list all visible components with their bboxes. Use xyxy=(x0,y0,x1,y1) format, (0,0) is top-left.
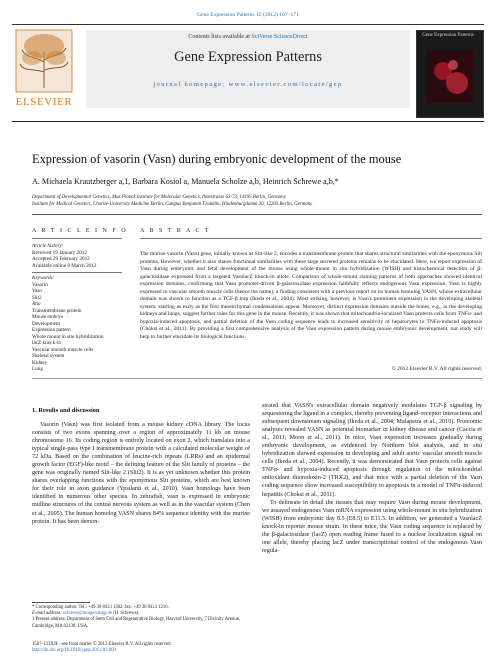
keyword: Development xyxy=(32,320,60,327)
history-label: Article history: xyxy=(32,243,64,249)
keyword: Vasn xyxy=(32,288,42,294)
header-bottom-rule xyxy=(12,121,484,122)
cover-artwork xyxy=(417,31,483,117)
body-paragraph: Vasorin (Vasn) was first isolated from a mouse kidney cDNA library. The locus consists of two exons spanning over a region of approximately 11 kb on mouse chromosome 16. Its coding region is entirely located on exon 2, which translates into a typical single-pass type I transmembrane protein with a calculated molecular weight of 72 kDa. Based on the combination of leucine-rich repeats (LRRs) and an epidermal growth factor (EGF)-like motif – the defining feature of the Slit family of proteins – the gene was originally named Slit-like 2 (Slit2). It is as yet unknown whether this protein shares overlapping functions with the eponymous Slit proteins, which are best known for their role in axon guidance (Ypsilanti et al., 2010). Vasn homologs have been identified in numerous other species. In zebrafish, vasn is expressed in embryonic midline structures of the central nervous system as well as in the vascular system (Chen et al., 2005). The human homolog VASN shares 84% sequence identity with the murine protein. It has been demon- xyxy=(32,422,250,525)
journal-cover-thumbnail xyxy=(416,30,484,118)
elsevier-logo xyxy=(12,28,76,112)
sciverse-link[interactable]: SciVerse ScienceDirect xyxy=(251,34,308,40)
keyword: Expression pattern xyxy=(32,327,71,333)
keyword: Whole mount in situ hybridization xyxy=(32,333,104,340)
article-history xyxy=(32,243,132,269)
abstract-rule xyxy=(140,238,482,239)
affiliation-b: Institute for Medical Genetics, Charité-University Medicine Berlin, Campus Benjamin Franklin, Hindenburgdamm 30, 12203 Berlin, Germany xyxy=(32,202,313,207)
footnotes xyxy=(32,605,250,630)
accepted-date: Accepted 29 February 2012 xyxy=(32,256,90,262)
copyright-notice: © 2012 Elsevier B.V. All rights reserved. xyxy=(391,366,482,372)
body-right-column xyxy=(262,402,482,555)
keyword: Mouse embryo xyxy=(32,314,64,320)
keyword: Kidney xyxy=(32,359,48,366)
email-label: E-mail address: xyxy=(32,611,64,617)
keyword: Skeletal system xyxy=(32,353,65,359)
keyword: lacZ knock-in xyxy=(32,340,61,346)
present-address-note: 1 Present address: Department of Stem Cell and Regenerative Biology, Harvard University, 7 Divinity Avenue, Cambridge, MA 02138, USA. xyxy=(32,617,240,629)
abstract-heading: A B S T R A C T xyxy=(140,228,211,234)
doi-link[interactable]: http://dx.doi.org/10.1016/j.gep.2012.02.003 xyxy=(32,648,116,654)
contents-prefix: Contents lists available at xyxy=(188,34,252,40)
abstract-text: The murine vasorin (Vasn) gene, initially known as Slit-like 2, encodes a transmembrane protein that shares structural similarities with the eponymous Slit proteins. However, whether it also shares functional similarities with these large secreted proteins remains to be elucidated. Here, we report expression of Vasn during embryonic and fetal development of the mouse using whole-mount in situ hybridization (WISH) and histochemical detection of β-galactosidase expressed from a targeted VasnlacZ knock-in allele. Comparison of whole-mount staining patterns of both approaches showed identical expression domains, confirming that Vasn promoter-driven β-galactosidase expression faithfully reflects endogenous Vasn expression. Vasn is highly expressed in vascular smooth muscle cells (hence the name), a finding consistent with a previous report on its human homolog VASN, whose extracellular domain was shown to function as a TGF-β trap (Ikeda et al., 2004). Most striking, however, is Vasn's prominent expression in the developing skeletal system, starting as early as the first mesenchymal condensations appear. Moreover, distinct expression domains outside the bones, e.g., in the developing kidneys and lungs, suggest further roles for this gene in the mouse. Recently, it was shown that mitochondria-localized Vasn protects cells from TNFα- and hypoxia-induced apoptosis, and partial deletion of the Vasn coding sequence leads to increased sensitivity of hepatocytes to TNFα-induced apoptosis (Choksi et al., 2011). By providing a first comprehensive analysis of the Vasn expression pattern during mouse embryonic development, our study will help to further elucidate its biological functions. xyxy=(140,251,482,340)
abstract-bottom-rule xyxy=(32,378,482,379)
journal-homepage-link[interactable]: journal homepage: www.elsevier.com/locate/gep xyxy=(153,81,343,88)
article-info-heading: A R T I C L E I N F O xyxy=(32,228,128,234)
footnote-rule xyxy=(32,602,90,603)
article-title: Expression of vasorin (Vasn) during embryonic development of the mouse xyxy=(32,152,402,166)
issn-line: 1567-133X/$ - see front matter © 2012 Elsevier B.V. All rights reserved. xyxy=(32,642,172,647)
journal-header-panel xyxy=(86,30,410,108)
elsevier-logo-text: ELSEVIER xyxy=(15,96,73,108)
body-paragraph: To delineate in detail the tissues that may require Vasn during mouse development, we assayed endogenous Vasn mRNA expression using whole-mount in situ hybridization (WISH) from embryonic day 8.5 (E8.5) to E11.5. In addition, we generated a VasnlacZ knock-in reporter mouse strain. In these mice, the Vasn coding sequence is replaced by the β-galactosidase (lacZ) open reading frame fused to a nuclear localization signal on one allele, thereby placing lacZ under transcriptional control of the endogenous Vasn regula- xyxy=(262,499,482,554)
keyword: Transmembrane protein xyxy=(32,307,82,314)
affiliation-a: Department of Developmental Genetics, Max Planck Institute for Molecular Genetics, Ihnestrasse 63-73, 14195 Berlin, Germany xyxy=(32,195,286,200)
online-date: Available online 8 March 2012 xyxy=(32,262,97,269)
journal-citation-line[interactable]: Gene Expression Patterns 12 (2012) 167–171 xyxy=(197,12,299,18)
email-suffix: (H. Schrewe). xyxy=(111,611,140,617)
section-title: 1. Results and discussion xyxy=(32,407,100,414)
journal-title: Gene Expression Patterns xyxy=(174,49,322,65)
keywords-rule xyxy=(32,272,122,273)
keyword: Slit2 xyxy=(32,294,42,301)
keywords-label: Keywords: xyxy=(32,275,55,281)
keyword: Lung xyxy=(32,366,43,372)
keyword: Atia xyxy=(32,301,41,307)
author-list: A. Michaela Krautzberger a,1, Barbara Kosiol a, Manuela Scholze a,b, Heinrich Schrewe a,b,* xyxy=(32,177,339,186)
body-paragraph: strated that VASN's extracellular domain negatively modulates TGF-β signaling by sequestering the ligand in a complex, thereby preventing ligand–receptor interactions and subsequent downstream signaling (Ikeda et al., 2004; Malapeira et al., 2010). Proteomic analyses revealed VASN as potential biomarker in kidney disease and cancer (Caccia et al., 2011; Moon et al., 2011). In mice, Vasn expression increases gradually during embryonic development, as evidenced by Northern blot analysis, and in situ hybridization showed expression in developing and adult aortic vascular smooth muscle cells (Ikeda et al., 2004). Recently, it was demonstrated that Vasn protects cells against TNFα- and hypoxia-induced apoptosis through regulation of the mitochondrial antioxidant thioredoxin-2 (TRX2), and that mice with a partial deletion of the Vasn coding sequence show increased susceptibility to apoptosis in a model of TNFα-induced hepatitis (Choksi et al., 2011). xyxy=(262,403,482,498)
received-date: Received 19 January 2012 xyxy=(32,249,87,256)
cover-title: Gene Expression Patterns xyxy=(422,33,474,38)
keyword: Vasorin xyxy=(32,281,48,288)
contents-line xyxy=(86,34,410,40)
body-left-column xyxy=(32,421,250,526)
keywords-block xyxy=(32,275,132,373)
divider xyxy=(32,214,482,215)
keyword: Vascular smooth muscle cells xyxy=(32,346,94,353)
corresponding-author-note: * Corresponding author. Tel.: +49 30 8413 1302; fax: +49 30 8413 1216. xyxy=(32,605,169,610)
header-top-rule xyxy=(12,24,484,25)
email-link[interactable]: schrewe@molgen.mpg.de xyxy=(63,611,112,617)
article-info-rule xyxy=(32,238,122,239)
publication-meta xyxy=(32,642,262,654)
